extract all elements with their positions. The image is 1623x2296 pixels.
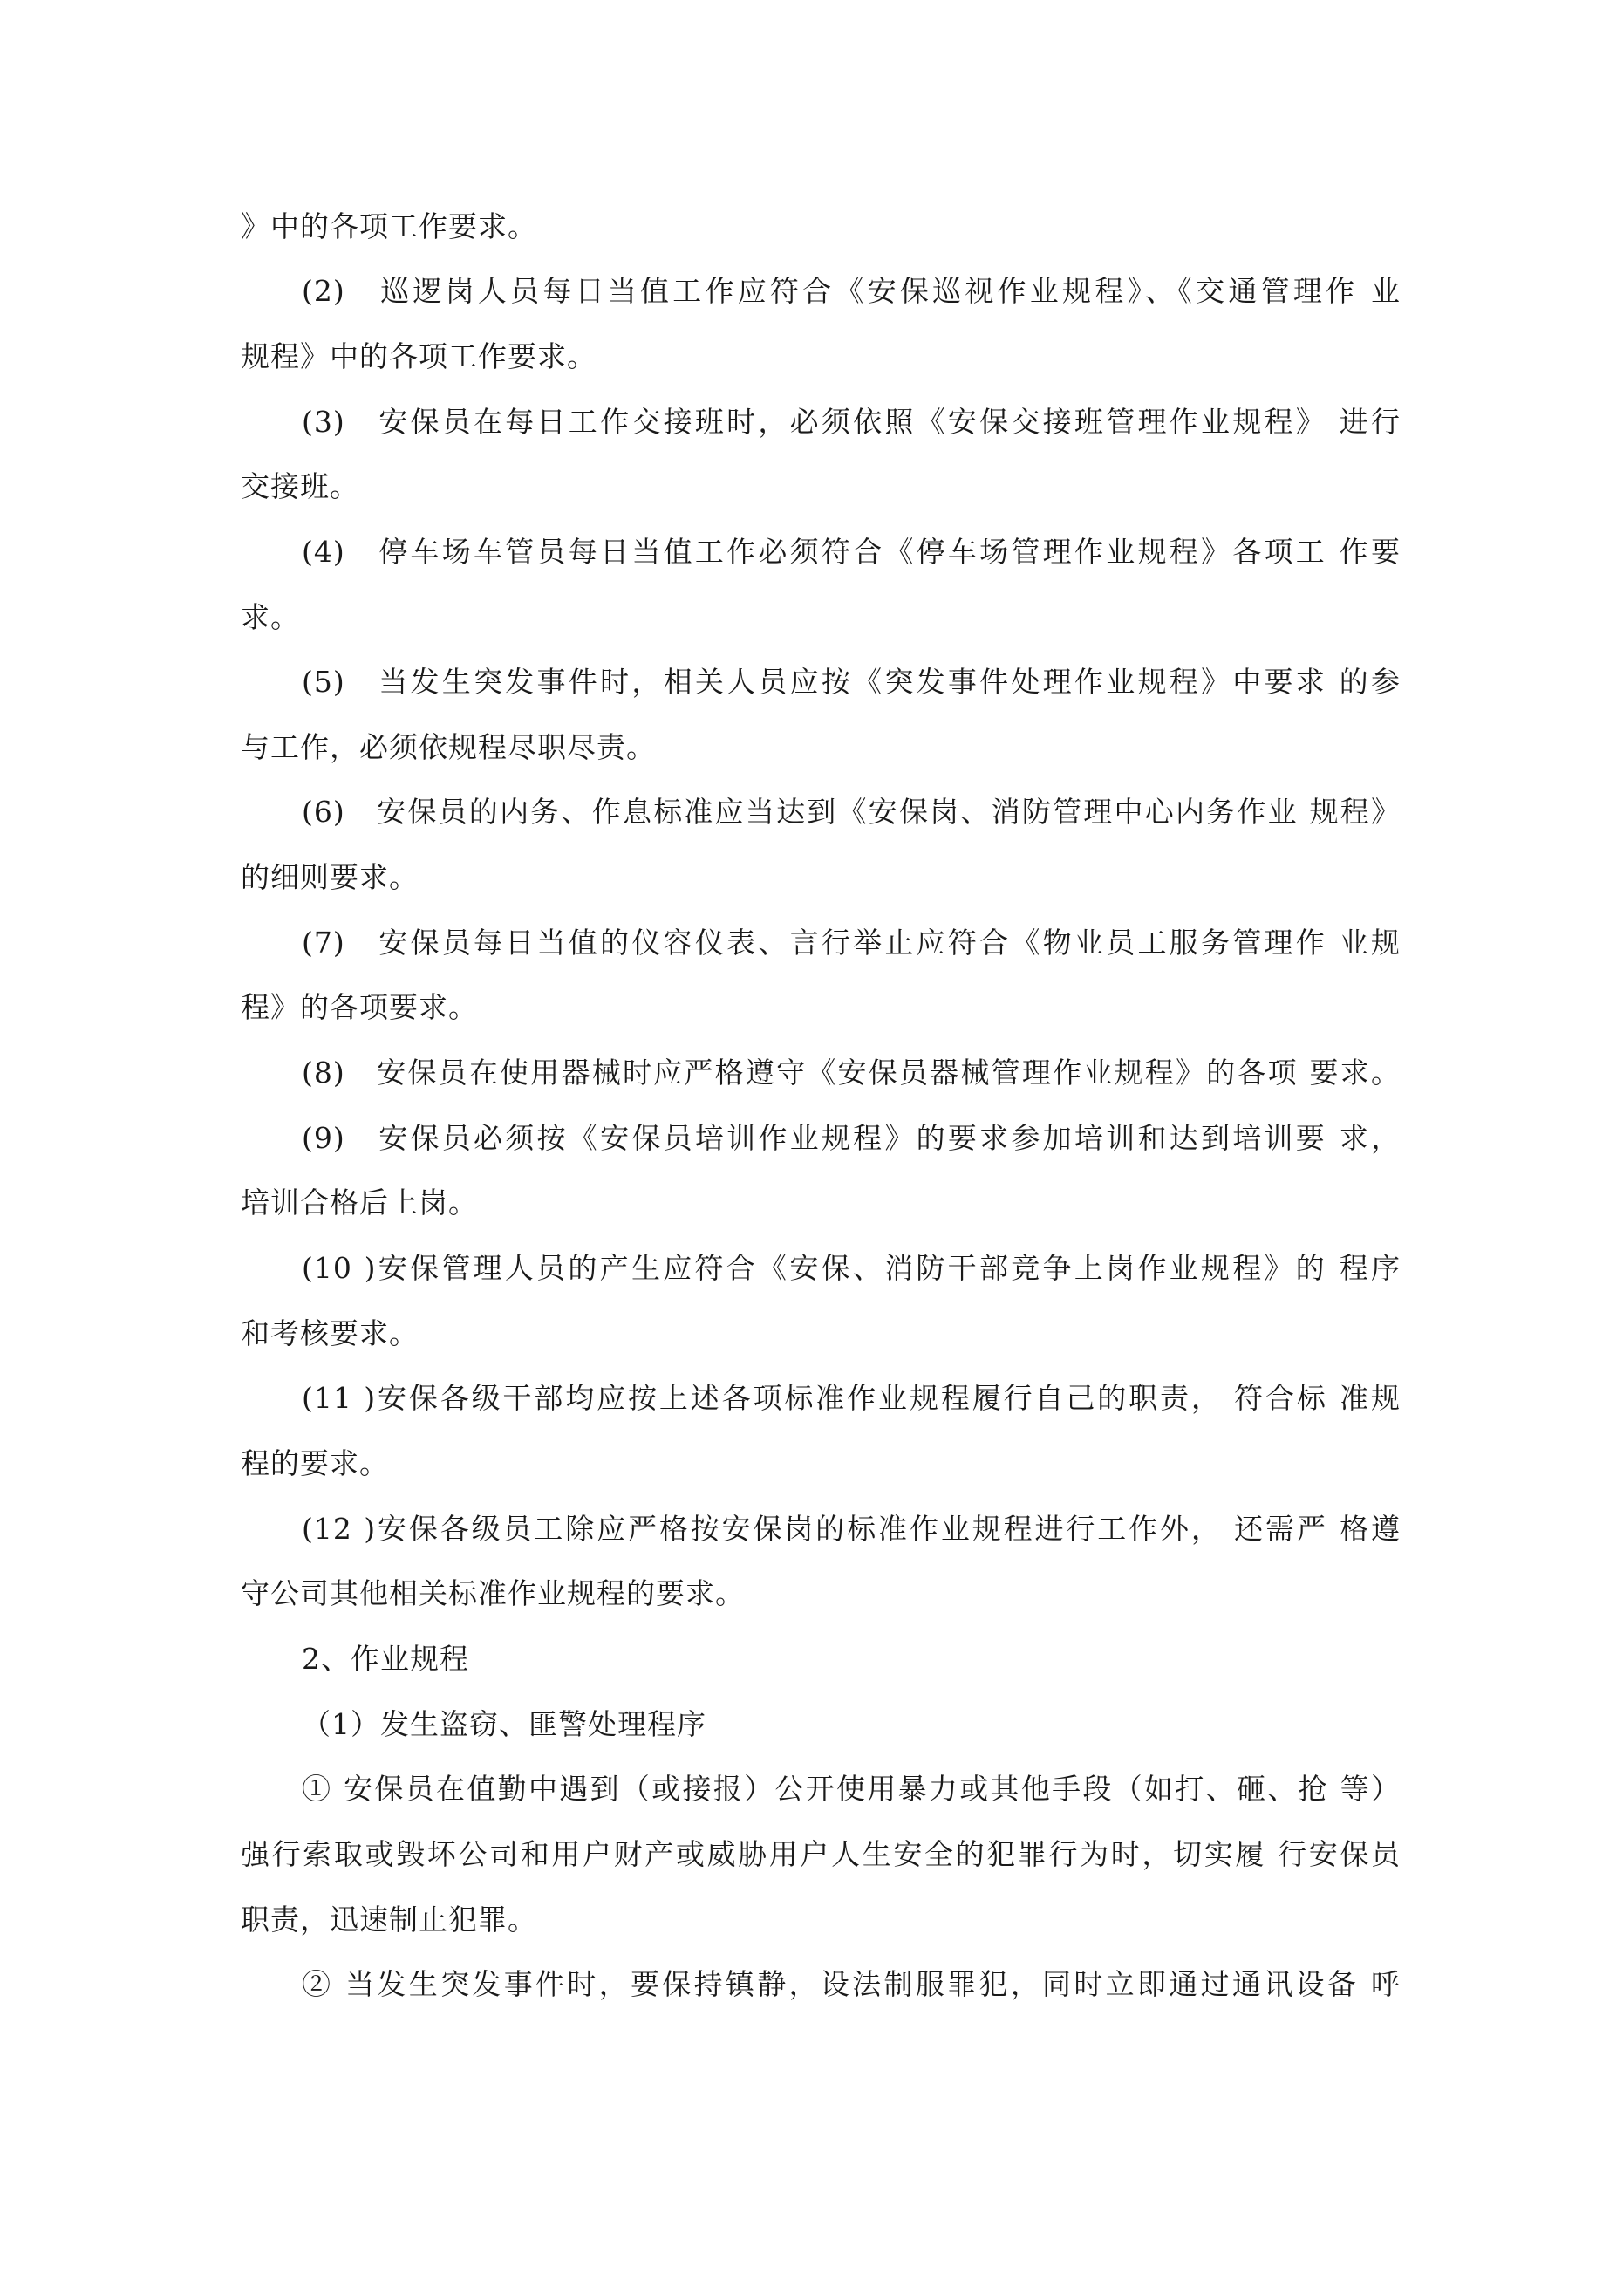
text-line-5: 交接班。 <box>241 469 359 503</box>
text-line-10: (6) 安保员的内务、作息标准应当达到《安保岗、消防管理中心内务作业 规程》 <box>302 795 1401 829</box>
text-line-4: (3) 安保员在每日工作交接班时，必须依照《安保交接班管理作业规程》 进行 <box>302 405 1401 439</box>
text-line-3: 规程》中的各项工作要求。 <box>241 339 597 373</box>
text-line-17: (10 )安保管理人员的产生应符合《安保、消防干部竞争上岗作业规程》的 程序 <box>302 1251 1401 1285</box>
text-line-22: 守公司其他相关标准作业规程的要求。 <box>241 1576 745 1610</box>
text-line-11: 的细则要求。 <box>241 860 419 894</box>
text-line-25: ① 安保员在值勤中遇到（或接报）公开使用暴力或其他手段（如打、砸、抢 等） <box>302 1772 1401 1806</box>
text-line-1: 》中的各项工作要求。 <box>241 209 537 243</box>
text-line-2: (2) 巡逻岗人员每日当值工作应符合《安保巡视作业规程》、《交通管理作 业 <box>302 274 1401 308</box>
text-line-9: 与工作，必须依规程尽职尽责。 <box>241 730 656 764</box>
text-line-13: 程》的各项要求。 <box>241 990 478 1024</box>
text-line-21: (12 )安保各级员工除应严格按安保岗的标准作业规程进行工作外， 还需严 格遵 <box>302 1512 1401 1546</box>
text-line-15: (9) 安保员必须按《安保员培训作业规程》的要求参加培训和达到培训要 求， <box>302 1121 1401 1155</box>
text-line-16: 培训合格后上岗。 <box>241 1186 478 1220</box>
text-line-20: 程的要求。 <box>241 1446 389 1480</box>
text-line-26: 强行索取或毁坏公司和用户财产或威胁用户人生安全的犯罪行为时，切实履 行安保员 <box>241 1837 1401 1871</box>
section-heading: 2、作业规程 <box>302 1642 469 1676</box>
text-line-28: ② 当发生突发事件时，要保持镇静，设法制服罪犯，同时立即通过通讯设备 呼 <box>302 1967 1401 2001</box>
text-line-18: 和考核要求。 <box>241 1316 419 1350</box>
text-line-19: (11 )安保各级干部均应按上述各项标准作业规程履行自己的职责， 符合标 准规 <box>302 1381 1401 1415</box>
text-line-27: 职责，迅速制止犯罪。 <box>241 1903 537 1937</box>
subsection-heading: （1）发生盗窃、匪警处理程序 <box>302 1707 706 1741</box>
text-line-7: 求。 <box>241 600 300 634</box>
text-line-6: (4) 停车场车管员每日当值工作必须符合《停车场管理作业规程》各项工 作要 <box>302 535 1401 569</box>
text-line-8: (5) 当发生突发事件时，相关人员应按《突发事件处理作业规程》中要求 的参 <box>302 665 1401 699</box>
text-line-14: (8) 安保员在使用器械时应严格遵守《安保员器械管理作业规程》的各项 要求。 <box>302 1056 1401 1090</box>
text-line-12: (7) 安保员每日当值的仪容仪表、言行举止应符合《物业员工服务管理作 业规 <box>302 926 1401 960</box>
